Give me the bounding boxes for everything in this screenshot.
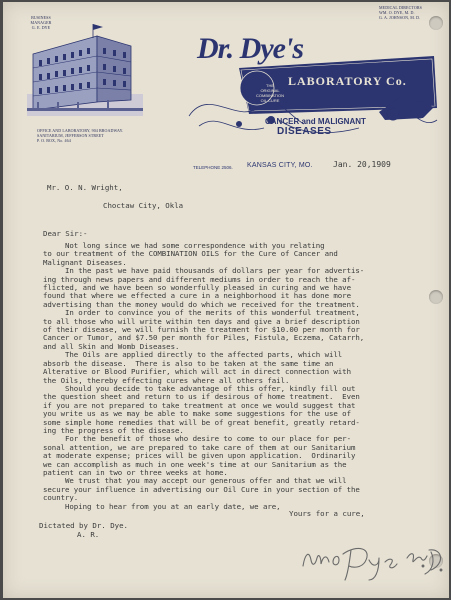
body-line: We trust that you may accept our generous offer and that we will <box>43 476 347 486</box>
letter-body <box>43 242 423 511</box>
body-line: The Oils are applied directly to the affected parts, which will <box>43 350 343 360</box>
telephone-number: TELEPHONE 2506. <box>193 165 233 170</box>
body-line: Malignant Diseases. <box>43 257 127 267</box>
medical-director-1: WM. O. DYE, M. D. <box>379 10 415 15</box>
body-line: you write us as we may be able to make some suggestions for the use of <box>43 409 351 419</box>
office-address <box>37 128 157 143</box>
business-manager-name: G. E. DYE <box>31 25 51 30</box>
medical-directors-label: MEDICAL DIRECTORS <box>379 5 422 10</box>
letter-page <box>3 2 449 598</box>
cancer-tagline: CANCER and MALIGNANT <box>265 117 366 126</box>
office-address-line-3: P. O. BOX, No. 464 <box>37 138 71 143</box>
office-address-line-2: SANITARIUM, JEFFERSON STREET <box>37 133 104 138</box>
business-manager-label: BUSINESS MANAGER <box>30 15 52 25</box>
medical-director-2: G. A. JOHNSON, M. D. <box>379 15 421 20</box>
body-line: ing the progress of the disease. <box>43 425 184 435</box>
body-line: the Oils, thereby effecting cures where all others fail. <box>43 375 290 385</box>
body-line: sonal attention, we are prepared to take care of them at our Sanitarium <box>43 442 356 452</box>
letterhead-city: KANSAS CITY, MO. <box>247 162 313 169</box>
office-address-line-1: OFFICE AND LABORATORY, 904 BROADWAY. <box>37 128 124 133</box>
handwritten-signature <box>299 536 449 584</box>
oil-cure-badge <box>255 83 285 103</box>
diseases-tagline: DISEASES <box>277 126 332 137</box>
body-line: country. <box>43 493 79 503</box>
body-line: Hoping to hear from you at an early date, we are, <box>43 501 281 511</box>
closing: Yours for a cure, <box>289 509 365 518</box>
brand-logo-text: Dr. Dye's <box>197 32 303 65</box>
body-line: and all Skin and Womb Diseases. <box>43 341 180 351</box>
badge-line-3: COMBINATION <box>256 93 284 98</box>
recipient-name: Mr. O. N. Wright, <box>47 183 123 192</box>
badge-line-1: THE <box>266 83 274 88</box>
badge-line-4: OIL CURE <box>260 98 280 103</box>
body-line: some simple home remedies that will be of great benefit, greatly retard- <box>43 417 360 427</box>
body-line: of their disease, we will furnish the treatment for $10.00 per month for <box>43 325 360 335</box>
body-line: to all those who will write within ten days and give a brief description <box>43 316 360 326</box>
laboratory-name: LABORATORY Co. <box>288 74 407 88</box>
badge-line-2: ORIGINAL <box>260 88 280 93</box>
body-line: absorb the disease. There is also to be taken at the same time an <box>43 358 334 368</box>
body-line: we can accomplish as much in one week's time at our Sanitarium as the <box>43 459 347 469</box>
body-line: found that where we effected a cure in a neighborhood it has done more <box>43 291 351 301</box>
body-line: For the benefit of those who desire to come to our place for per- <box>43 434 351 444</box>
body-line: secure your influence in advertising our Oil Cure in your section of the <box>43 484 360 494</box>
dictated-by: Dictated by Dr. Dye. <box>39 521 128 530</box>
body-line: Not long since we had some correspondence with you relating <box>43 241 325 250</box>
body-line: to our treatment of the COMBINATION OILS for the Cure of Cancer and <box>43 249 338 259</box>
body-line: Alterative or Blood Purifier, which will act in direct connection with <box>43 367 351 377</box>
body-line: patient can in two or three weeks at home. <box>43 467 228 477</box>
typist-initials: A. R. <box>77 530 100 539</box>
letter-date: Jan. 20,1909 <box>333 160 391 169</box>
body-line: Should you decide to take advantage of this offer, kindly fill out <box>43 383 356 393</box>
binder-hole-middle <box>429 290 443 304</box>
body-line: if you are not prepared to take treatment at once we would suggest that <box>43 400 356 410</box>
body-line: the question sheet and return to us if desirous of home treatment. Even <box>43 392 360 402</box>
salutation: Dear Sir:- <box>43 229 88 238</box>
body-line: Cancer or Tumor, and $7.50 per month for Piles, Fistula, Eczema, Catarrh, <box>43 333 365 343</box>
body-line: ing through news papers and different mediums in order to reach the af- <box>43 274 356 284</box>
body-line: In order to convince you of the merits of this wonderful treatment, <box>43 308 360 318</box>
body-line: flicted, and we have been so wonderfully pleased in curing and we have <box>43 283 351 293</box>
body-line: at moderate expense; prices will be given upon application. Ordinarily <box>43 451 356 461</box>
recipient-city: Choctaw City, Okla <box>103 201 184 210</box>
body-line: advertising than the money would do which we received for the treatment. <box>43 299 360 309</box>
sanitarium-building-illustration <box>27 24 143 120</box>
body-line: In the past we have paid thousands of dollars per year for advertis- <box>43 266 365 276</box>
